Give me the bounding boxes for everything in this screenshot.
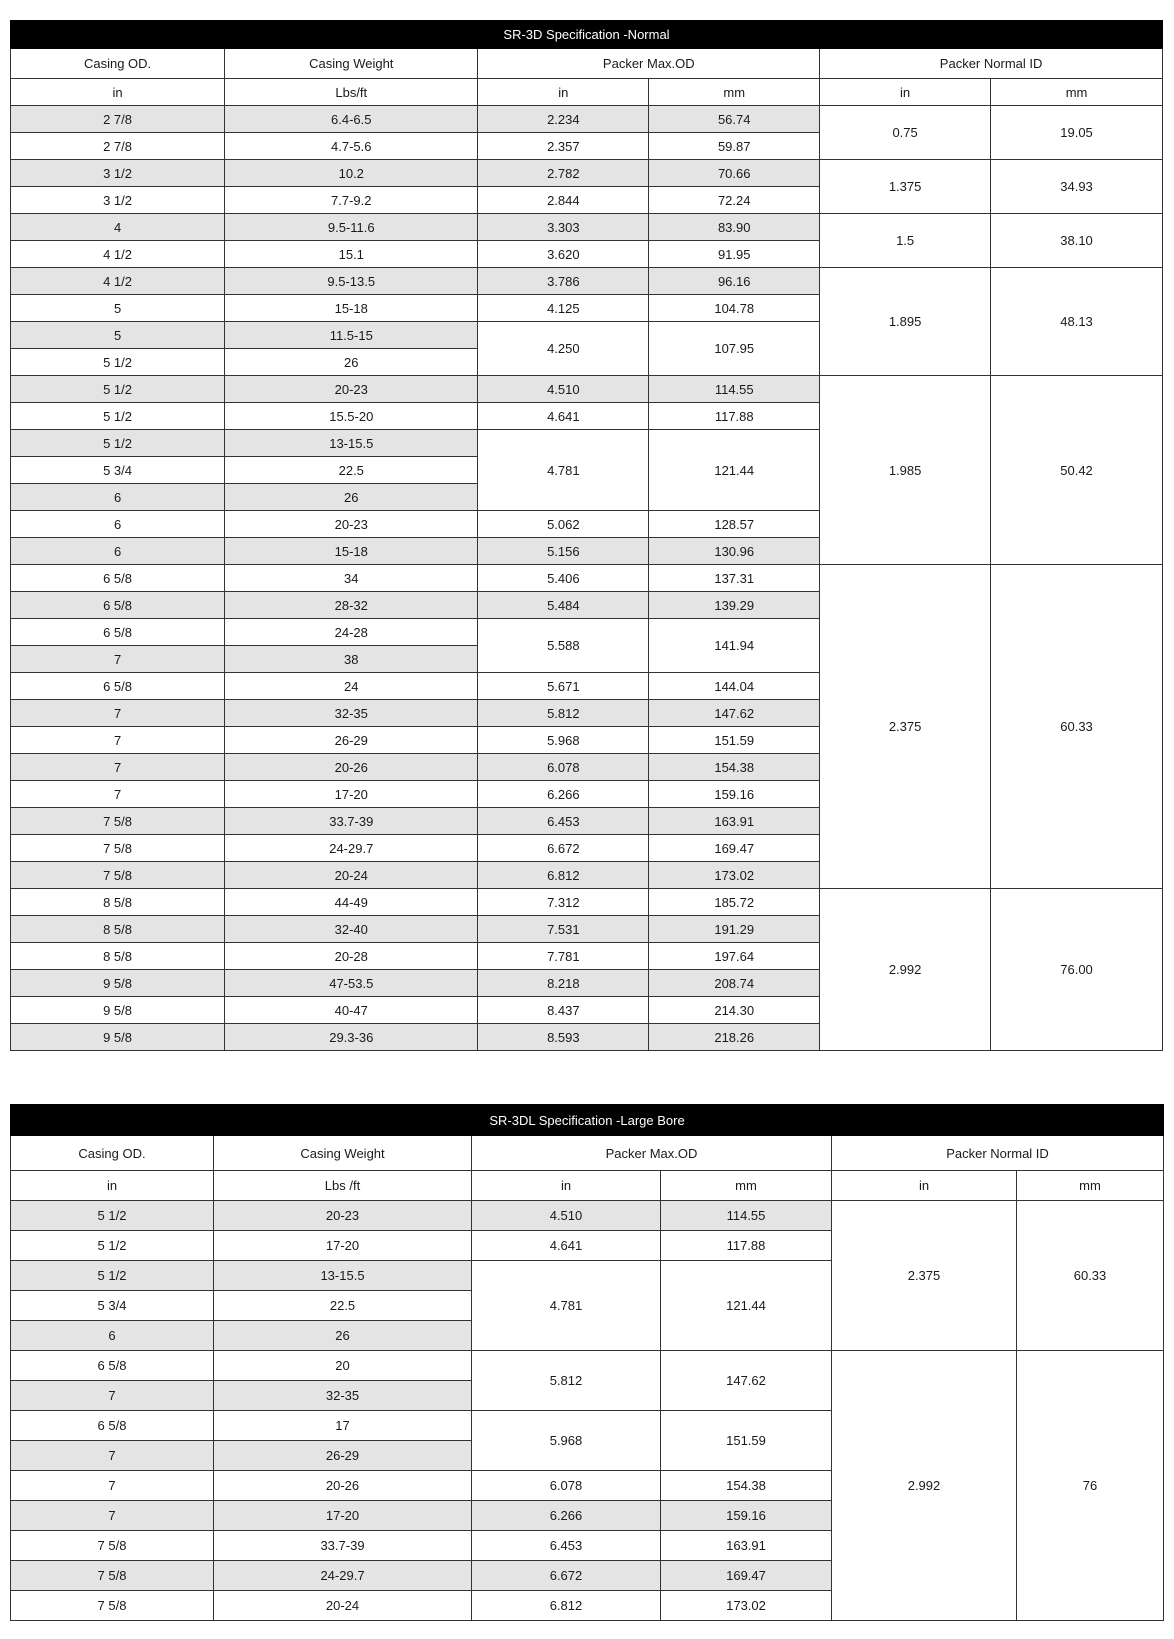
packer-od-in-cell: 6.453 — [478, 808, 649, 835]
header-packer-normal-id: Packer Normal ID — [832, 1136, 1164, 1171]
packer-od-mm-cell: 169.47 — [649, 835, 820, 862]
casing-od-cell: 9 5/8 — [11, 997, 225, 1024]
packer-od-in-cell: 5.671 — [478, 673, 649, 700]
casing-weight-cell: 13-15.5 — [214, 1261, 472, 1291]
packer-od-mm-cell: 114.55 — [661, 1201, 832, 1231]
packer-id-mm-cell: 60.33 — [991, 565, 1163, 889]
header-casing-weight: Casing Weight — [225, 49, 478, 79]
casing-od-cell: 6 — [11, 484, 225, 511]
packer-od-mm-cell: 96.16 — [649, 268, 820, 295]
packer-id-mm-cell: 38.10 — [991, 214, 1163, 268]
casing-weight-cell: 32-35 — [214, 1381, 472, 1411]
header-row — [11, 1136, 1164, 1171]
casing-weight-cell: 15.5-20 — [225, 403, 478, 430]
packer-od-in-cell: 8.593 — [478, 1024, 649, 1051]
packer-id-mm-cell: 60.33 — [1017, 1201, 1164, 1351]
packer-od-in-cell: 7.781 — [478, 943, 649, 970]
casing-weight-cell: 34 — [225, 565, 478, 592]
packer-od-in-cell: 2.844 — [478, 187, 649, 214]
casing-od-cell: 8 5/8 — [11, 943, 225, 970]
title-row — [11, 1105, 1164, 1136]
casing-od-cell: 7 — [11, 1501, 214, 1531]
unit-row — [11, 1171, 1164, 1201]
casing-od-cell: 4 1/2 — [11, 241, 225, 268]
casing-weight-cell: 29.3-36 — [225, 1024, 478, 1051]
packer-od-mm-cell: 144.04 — [649, 673, 820, 700]
casing-od-cell: 2 7/8 — [11, 106, 225, 133]
casing-od-cell: 6 5/8 — [11, 673, 225, 700]
packer-od-mm-cell: 163.91 — [661, 1531, 832, 1561]
packer-od-mm-cell: 83.90 — [649, 214, 820, 241]
casing-od-cell: 8 5/8 — [11, 889, 225, 916]
title-row — [11, 21, 1163, 49]
packer-od-in-cell: 2.782 — [478, 160, 649, 187]
casing-weight-cell: 20-26 — [214, 1471, 472, 1501]
casing-od-cell: 6 5/8 — [11, 592, 225, 619]
casing-weight-cell: 9.5-13.5 — [225, 268, 478, 295]
packer-od-in-cell: 6.266 — [478, 781, 649, 808]
casing-weight-cell: 26-29 — [214, 1441, 472, 1471]
unit-casing-od: in — [11, 1171, 214, 1201]
casing-weight-cell: 24-29.7 — [225, 835, 478, 862]
unit-row — [11, 79, 1163, 106]
casing-weight-cell: 13-15.5 — [225, 430, 478, 457]
packer-od-mm-cell: 104.78 — [649, 295, 820, 322]
casing-od-cell: 7 5/8 — [11, 1531, 214, 1561]
packer-id-mm-cell: 76.00 — [991, 889, 1163, 1051]
table-row — [11, 214, 1163, 241]
packer-od-in-cell: 6.453 — [472, 1531, 661, 1561]
sr-3d-spec-table — [10, 20, 1163, 1051]
packer-od-mm-cell: 137.31 — [649, 565, 820, 592]
casing-od-cell: 7 5/8 — [11, 1591, 214, 1621]
packer-od-in-cell: 8.218 — [478, 970, 649, 997]
packer-od-in-cell: 6.672 — [478, 835, 649, 862]
casing-od-cell: 7 — [11, 1381, 214, 1411]
unit-id-in: in — [820, 79, 991, 106]
casing-weight-cell: 32-35 — [225, 700, 478, 727]
packer-od-in-cell: 7.531 — [478, 916, 649, 943]
casing-od-cell: 6 5/8 — [11, 565, 225, 592]
packer-id-in-cell: 0.75 — [820, 106, 991, 160]
packer-od-mm-cell: 173.02 — [649, 862, 820, 889]
packer-od-mm-cell: 117.88 — [649, 403, 820, 430]
packer-id-mm-cell: 48.13 — [991, 268, 1163, 376]
casing-od-cell: 6 — [11, 511, 225, 538]
packer-od-in-cell: 4.250 — [478, 322, 649, 376]
casing-od-cell: 3 1/2 — [11, 187, 225, 214]
casing-od-cell: 7 — [11, 727, 225, 754]
header-casing-od: Casing OD. — [11, 1136, 214, 1171]
casing-od-cell: 5 — [11, 322, 225, 349]
packer-od-mm-cell: 128.57 — [649, 511, 820, 538]
packer-id-in-cell: 2.992 — [832, 1351, 1017, 1621]
packer-id-mm-cell: 50.42 — [991, 376, 1163, 565]
packer-id-in-cell: 1.375 — [820, 160, 991, 214]
table-row — [11, 268, 1163, 295]
packer-od-mm-cell: 159.16 — [661, 1501, 832, 1531]
table-row — [11, 1201, 1164, 1231]
casing-weight-cell: 7.7-9.2 — [225, 187, 478, 214]
packer-od-in-cell: 6.266 — [472, 1501, 661, 1531]
packer-od-mm-cell: 151.59 — [661, 1411, 832, 1471]
casing-od-cell: 5 1/2 — [11, 376, 225, 403]
packer-od-mm-cell: 107.95 — [649, 322, 820, 376]
unit-id-in: in — [832, 1171, 1017, 1201]
casing-weight-cell: 20-23 — [225, 376, 478, 403]
packer-od-in-cell: 3.303 — [478, 214, 649, 241]
casing-weight-cell: 22.5 — [214, 1291, 472, 1321]
packer-od-mm-cell: 185.72 — [649, 889, 820, 916]
casing-od-cell: 7 — [11, 700, 225, 727]
casing-weight-cell: 26 — [214, 1321, 472, 1351]
casing-weight-cell: 28-32 — [225, 592, 478, 619]
casing-weight-cell: 22.5 — [225, 457, 478, 484]
packer-od-mm-cell: 139.29 — [649, 592, 820, 619]
casing-od-cell: 5 1/2 — [11, 403, 225, 430]
packer-od-in-cell: 5.062 — [478, 511, 649, 538]
casing-weight-cell: 20-24 — [214, 1591, 472, 1621]
packer-od-in-cell: 4.781 — [472, 1261, 661, 1351]
casing-od-cell: 5 1/2 — [11, 349, 225, 376]
packer-od-in-cell: 5.968 — [472, 1411, 661, 1471]
packer-od-in-cell: 2.357 — [478, 133, 649, 160]
casing-od-cell: 5 1/2 — [11, 1231, 214, 1261]
packer-id-mm-cell: 76 — [1017, 1351, 1164, 1621]
casing-od-cell: 4 — [11, 214, 225, 241]
packer-id-mm-cell: 34.93 — [991, 160, 1163, 214]
packer-od-mm-cell: 208.74 — [649, 970, 820, 997]
packer-od-in-cell: 6.812 — [472, 1591, 661, 1621]
packer-od-in-cell: 5.812 — [472, 1351, 661, 1411]
packer-id-in-cell: 1.5 — [820, 214, 991, 268]
packer-od-mm-cell: 169.47 — [661, 1561, 832, 1591]
unit-od-mm: mm — [661, 1171, 832, 1201]
packer-id-in-cell: 2.375 — [820, 565, 991, 889]
packer-od-mm-cell: 151.59 — [649, 727, 820, 754]
packer-od-mm-cell: 147.62 — [661, 1351, 832, 1411]
casing-od-cell: 7 5/8 — [11, 808, 225, 835]
casing-weight-cell: 20-23 — [214, 1201, 472, 1231]
casing-weight-cell: 24 — [225, 673, 478, 700]
unit-id-mm: mm — [1017, 1171, 1164, 1201]
sr-3dl-spec-table — [10, 1104, 1164, 1621]
casing-weight-cell: 15-18 — [225, 538, 478, 565]
packer-od-in-cell: 7.312 — [478, 889, 649, 916]
packer-od-mm-cell: 117.88 — [661, 1231, 832, 1261]
packer-od-mm-cell: 56.74 — [649, 106, 820, 133]
packer-od-in-cell: 5.588 — [478, 619, 649, 673]
casing-od-cell: 6 5/8 — [11, 619, 225, 646]
unit-od-mm: mm — [649, 79, 820, 106]
packer-od-in-cell: 6.812 — [478, 862, 649, 889]
packer-od-in-cell: 4.510 — [478, 376, 649, 403]
unit-od-in: in — [478, 79, 649, 106]
table-row — [11, 160, 1163, 187]
casing-od-cell: 9 5/8 — [11, 1024, 225, 1051]
casing-od-cell: 6 — [11, 538, 225, 565]
packer-id-in-cell: 2.992 — [820, 889, 991, 1051]
casing-weight-cell: 24-28 — [225, 619, 478, 646]
unit-casing-weight: Lbs/ft — [225, 79, 478, 106]
casing-weight-cell: 17-20 — [225, 781, 478, 808]
casing-weight-cell: 40-47 — [225, 997, 478, 1024]
casing-od-cell: 7 — [11, 646, 225, 673]
packer-od-in-cell: 5.812 — [478, 700, 649, 727]
unit-od-in: in — [472, 1171, 661, 1201]
casing-od-cell: 6 5/8 — [11, 1351, 214, 1381]
packer-id-in-cell: 2.375 — [832, 1201, 1017, 1351]
casing-weight-cell: 20-28 — [225, 943, 478, 970]
packer-od-in-cell: 4.781 — [478, 430, 649, 511]
packer-od-mm-cell: 121.44 — [649, 430, 820, 511]
casing-od-cell: 5 — [11, 295, 225, 322]
casing-weight-cell: 17-20 — [214, 1501, 472, 1531]
header-row — [11, 49, 1163, 79]
packer-od-in-cell: 6.078 — [478, 754, 649, 781]
packer-od-mm-cell: 91.95 — [649, 241, 820, 268]
casing-od-cell: 3 1/2 — [11, 160, 225, 187]
packer-od-in-cell: 4.510 — [472, 1201, 661, 1231]
packer-od-in-cell: 4.641 — [478, 403, 649, 430]
casing-weight-cell: 24-29.7 — [214, 1561, 472, 1591]
header-casing-weight: Casing Weight — [214, 1136, 472, 1171]
table-body — [11, 21, 1163, 1051]
casing-od-cell: 5 1/2 — [11, 1201, 214, 1231]
packer-od-mm-cell: 159.16 — [649, 781, 820, 808]
packer-od-in-cell: 6.672 — [472, 1561, 661, 1591]
packer-od-in-cell: 6.078 — [472, 1471, 661, 1501]
packer-od-in-cell: 5.156 — [478, 538, 649, 565]
table-row — [11, 106, 1163, 133]
casing-weight-cell: 38 — [225, 646, 478, 673]
casing-od-cell: 7 — [11, 754, 225, 781]
packer-od-in-cell: 5.484 — [478, 592, 649, 619]
casing-od-cell: 5 3/4 — [11, 1291, 214, 1321]
packer-od-in-cell: 5.968 — [478, 727, 649, 754]
packer-od-mm-cell: 173.02 — [661, 1591, 832, 1621]
packer-od-mm-cell: 191.29 — [649, 916, 820, 943]
header-casing-od: Casing OD. — [11, 49, 225, 79]
casing-weight-cell: 6.4-6.5 — [225, 106, 478, 133]
packer-od-mm-cell: 114.55 — [649, 376, 820, 403]
packer-od-mm-cell: 154.38 — [649, 754, 820, 781]
casing-weight-cell: 15-18 — [225, 295, 478, 322]
casing-weight-cell: 26 — [225, 484, 478, 511]
packer-od-mm-cell: 70.66 — [649, 160, 820, 187]
casing-weight-cell: 32-40 — [225, 916, 478, 943]
packer-od-in-cell: 4.125 — [478, 295, 649, 322]
packer-od-in-cell: 4.641 — [472, 1231, 661, 1261]
table-title: SR-3D Specification -Normal — [11, 21, 1163, 49]
packer-od-in-cell: 3.620 — [478, 241, 649, 268]
casing-od-cell: 7 5/8 — [11, 1561, 214, 1591]
packer-id-in-cell: 1.985 — [820, 376, 991, 565]
unit-id-mm: mm — [991, 79, 1163, 106]
packer-od-mm-cell: 214.30 — [649, 997, 820, 1024]
casing-od-cell: 5 3/4 — [11, 457, 225, 484]
casing-weight-cell: 44-49 — [225, 889, 478, 916]
casing-weight-cell: 20-26 — [225, 754, 478, 781]
packer-od-mm-cell: 147.62 — [649, 700, 820, 727]
casing-od-cell: 7 — [11, 1441, 214, 1471]
casing-od-cell: 4 1/2 — [11, 268, 225, 295]
packer-od-in-cell: 8.437 — [478, 997, 649, 1024]
casing-weight-cell: 33.7-39 — [225, 808, 478, 835]
table-row — [11, 565, 1163, 592]
casing-weight-cell: 26-29 — [225, 727, 478, 754]
packer-od-in-cell: 3.786 — [478, 268, 649, 295]
table-row — [11, 376, 1163, 403]
casing-weight-cell: 20-24 — [225, 862, 478, 889]
casing-weight-cell: 20-23 — [225, 511, 478, 538]
casing-od-cell: 2 7/8 — [11, 133, 225, 160]
table-row — [11, 1351, 1164, 1381]
packer-id-mm-cell: 19.05 — [991, 106, 1163, 160]
packer-id-in-cell: 1.895 — [820, 268, 991, 376]
casing-weight-cell: 26 — [225, 349, 478, 376]
packer-od-mm-cell: 154.38 — [661, 1471, 832, 1501]
table-title: SR-3DL Specification -Large Bore — [11, 1105, 1164, 1136]
casing-od-cell: 5 1/2 — [11, 1261, 214, 1291]
casing-weight-cell: 33.7-39 — [214, 1531, 472, 1561]
packer-od-mm-cell: 130.96 — [649, 538, 820, 565]
casing-weight-cell: 17-20 — [214, 1231, 472, 1261]
casing-od-cell: 7 5/8 — [11, 862, 225, 889]
packer-od-mm-cell: 163.91 — [649, 808, 820, 835]
casing-weight-cell: 20 — [214, 1351, 472, 1381]
header-packer-max-od: Packer Max.OD — [478, 49, 820, 79]
casing-od-cell: 7 5/8 — [11, 835, 225, 862]
packer-od-mm-cell: 197.64 — [649, 943, 820, 970]
table-row — [11, 889, 1163, 916]
packer-od-mm-cell: 141.94 — [649, 619, 820, 673]
casing-weight-cell: 47-53.5 — [225, 970, 478, 997]
header-packer-normal-id: Packer Normal ID — [820, 49, 1163, 79]
packer-od-mm-cell: 72.24 — [649, 187, 820, 214]
packer-od-mm-cell: 218.26 — [649, 1024, 820, 1051]
header-packer-max-od: Packer Max.OD — [472, 1136, 832, 1171]
table-body — [11, 1105, 1164, 1621]
casing-weight-cell: 17 — [214, 1411, 472, 1441]
packer-od-mm-cell: 121.44 — [661, 1261, 832, 1351]
casing-od-cell: 6 5/8 — [11, 1411, 214, 1441]
casing-od-cell: 6 — [11, 1321, 214, 1351]
casing-weight-cell: 10.2 — [225, 160, 478, 187]
casing-weight-cell: 15.1 — [225, 241, 478, 268]
casing-od-cell: 8 5/8 — [11, 916, 225, 943]
unit-casing-od: in — [11, 79, 225, 106]
casing-weight-cell: 9.5-11.6 — [225, 214, 478, 241]
casing-od-cell: 9 5/8 — [11, 970, 225, 997]
unit-casing-weight: Lbs /ft — [214, 1171, 472, 1201]
packer-od-in-cell: 2.234 — [478, 106, 649, 133]
casing-od-cell: 7 — [11, 781, 225, 808]
casing-weight-cell: 4.7-5.6 — [225, 133, 478, 160]
casing-weight-cell: 11.5-15 — [225, 322, 478, 349]
packer-od-in-cell: 5.406 — [478, 565, 649, 592]
casing-od-cell: 7 — [11, 1471, 214, 1501]
casing-od-cell: 5 1/2 — [11, 430, 225, 457]
packer-od-mm-cell: 59.87 — [649, 133, 820, 160]
